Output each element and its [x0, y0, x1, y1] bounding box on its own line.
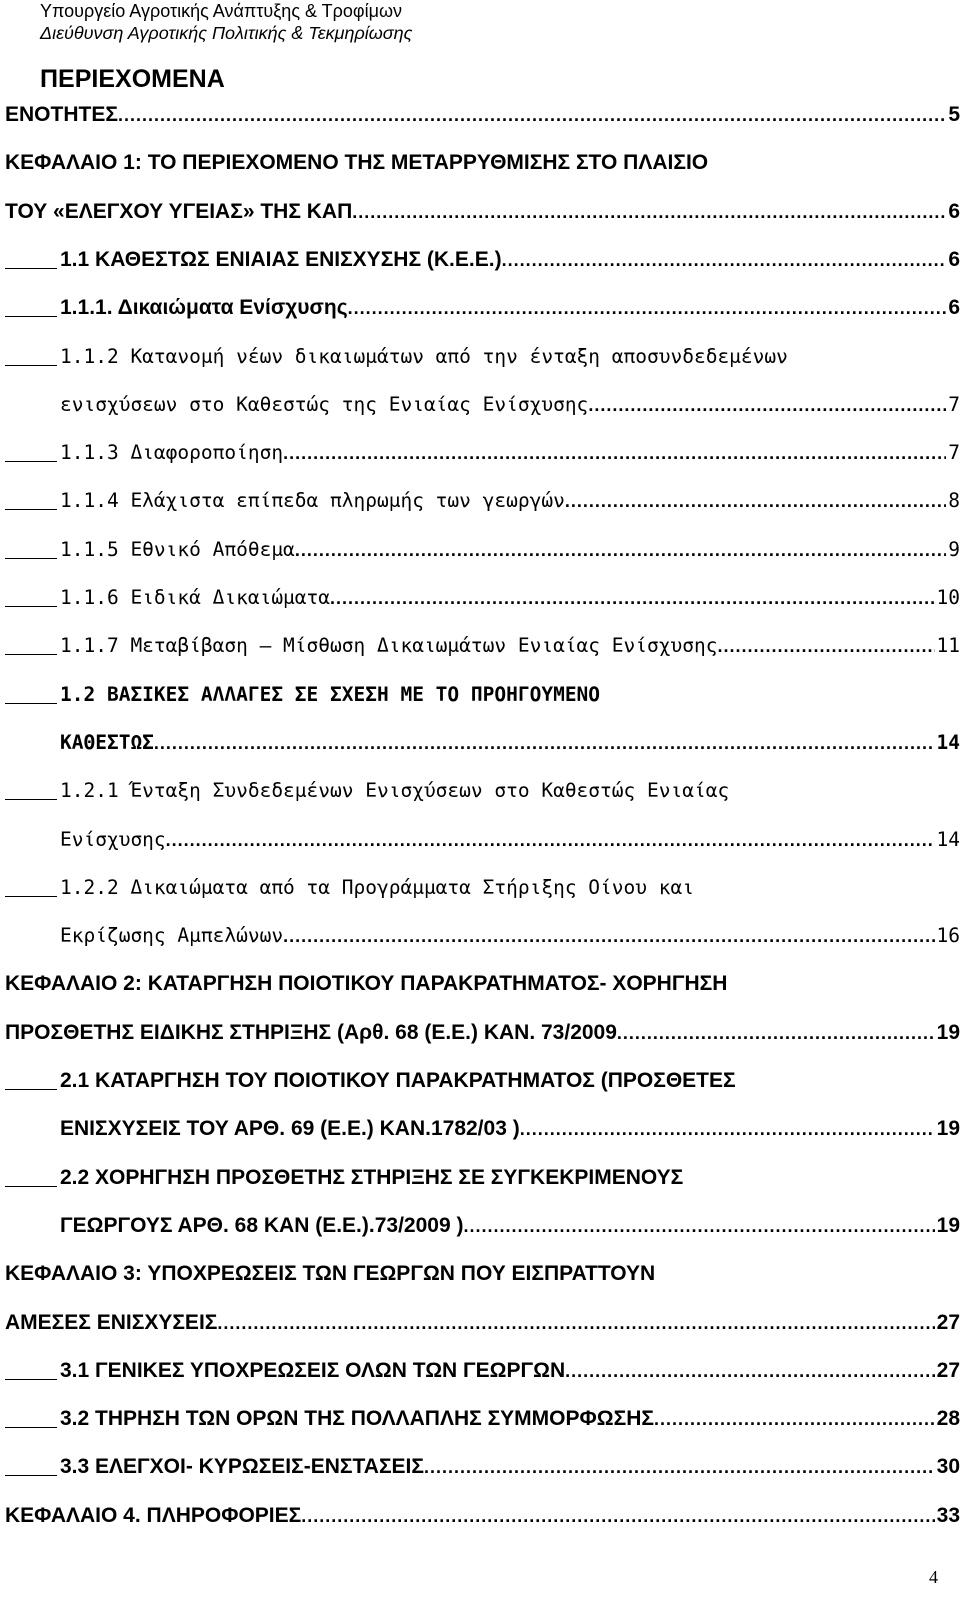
dot-leader [330, 581, 934, 615]
toc-entry-text: 3.1 ΓΕΝΙΚΕΣ ΥΠΟΧΡΕΩΣΕΙΣ ΟΛΩΝ ΤΩΝ ΓΕΩΡΓΩΝ [60, 1358, 566, 1382]
dot-leader [352, 195, 946, 229]
toc-entry-page: 14 [936, 827, 960, 851]
dot-leader [717, 629, 934, 663]
dot-leader [654, 1402, 935, 1436]
toc-entry[interactable] [5, 1257, 960, 1291]
toc-entry[interactable] [5, 436, 960, 470]
toc-entry-page: 33 [936, 1503, 960, 1527]
toc-entry-text: ΓΕΩΡΓΟΥΣ ΑΡΘ. 68 ΚΑΝ (Ε.Ε.).73/2009 ) [60, 1213, 464, 1237]
tab-leader-underline [5, 557, 57, 559]
dot-leader [565, 1354, 935, 1388]
toc-entry-page: 6 [948, 199, 960, 223]
toc-entry-text: ΤΟΥ «ΕΛΕΓΧΟΥ ΥΓΕΙΑΣ» ΤΗΣ ΚΑΠ [5, 199, 353, 223]
toc-entry-page: 5 [948, 103, 960, 126]
toc-entry-page: 16 [936, 924, 960, 948]
header-ministry: Υπουργείο Αγροτικής Ανάπτυξης & Τροφίμων [40, 1, 403, 21]
toc-entry[interactable] [5, 1161, 960, 1195]
header-directorate: Διεύθυνση Αγροτικής Πολιτικής & Τεκμηρίωσης [40, 23, 413, 43]
toc-entry[interactable] [5, 98, 960, 132]
toc-entry-page: 9 [948, 537, 960, 561]
toc-entry[interactable] [5, 533, 960, 567]
toc-entry[interactable] [5, 581, 960, 615]
toc-entry[interactable] [5, 919, 960, 953]
toc-entry-text: ΚΑΘΕΣΤΩΣ [60, 730, 154, 754]
dot-leader [617, 1016, 935, 1050]
toc-entry-text: 1.1.6 Ειδικά Δικαιώματα [60, 586, 331, 609]
toc-entry-text: 1.2 ΒΑΣΙΚΕΣ ΑΛΛΑΓΕΣ ΣΕ ΣΧΕΣΗ ΜΕ ΤΟ ΠΡΟΗΓΟΥΜΕΝΟ [60, 682, 601, 706]
page-title: ΠΕΡΙΕΧΟΜΕΝΑ [40, 65, 225, 93]
toc-entry[interactable] [5, 195, 960, 229]
toc-entry-page: 30 [936, 1455, 960, 1479]
toc-entry-text: 1.2.1 Ένταξη Συνδεδεμένων Ενισχύσεων στο Καθεστώς Ενιαίας [60, 779, 730, 803]
tab-leader-underline [5, 702, 57, 704]
toc-entry-page: 6 [948, 247, 960, 271]
toc-entry-text: Ενίσχυσης [60, 827, 166, 851]
dot-leader [283, 436, 946, 470]
toc-entry-text: 1.1.5 Εθνικό Απόθεμα [60, 537, 295, 561]
toc-entry[interactable] [5, 774, 960, 808]
toc-entry-page: 8 [948, 489, 960, 513]
toc-entry-text: 2.1 ΚΑΤΑΡΓΗΣΗ ΤΟΥ ΠΟΙΟΤΙΚΟΥ ΠΑΡΑΚΡΑΤΗΜΑΤΟΣ (ΠΡΟΣΘΕΤΕΣ [60, 1069, 736, 1092]
tab-leader-underline [5, 1088, 57, 1090]
dot-leader [166, 823, 935, 857]
dot-leader [588, 388, 946, 422]
dot-leader [118, 98, 946, 132]
tab-leader-underline [5, 364, 57, 366]
dot-leader [502, 243, 947, 277]
toc-entry-page: 14 [936, 730, 960, 754]
tab-leader-underline [5, 895, 57, 897]
toc-entry[interactable] [5, 726, 960, 760]
toc-entry-text: ΚΕΦΑΛΑΙΟ 4. ΠΛΗΡΟΦΟΡΙΕΣ [5, 1503, 302, 1527]
toc-entry-page: 7 [948, 392, 960, 416]
toc-entry-text: Εκρίζωσης Αμπελώνων [60, 924, 284, 948]
toc-entry[interactable] [5, 629, 960, 663]
tab-leader-underline [5, 605, 57, 607]
tab-leader-underline [5, 315, 57, 317]
toc-entry-text: 1.1.2 Κατανομή νέων δικαιωμάτων από την ένταξη αποσυνδεδεμένων [60, 344, 788, 368]
toc-entry-page: 7 [948, 441, 960, 465]
tab-leader-underline [5, 1474, 57, 1476]
toc-entry-text: 1.1 ΚΑΘΕΣΤΩΣ ΕΝΙΑΙΑΣ ΕΝΙΣΧΥΣΗΣ (Κ.Ε.Ε.) [60, 247, 502, 271]
toc-entry[interactable] [5, 1306, 960, 1340]
dot-leader [283, 919, 934, 953]
tab-leader-underline [5, 798, 57, 800]
toc-entry-text: 3.3 ΕΛΕΓΧΟΙ- ΚΥΡΩΣΕΙΣ-ΕΝΣΤΑΣΕΙΣ [60, 1455, 424, 1479]
toc-entry[interactable] [5, 146, 960, 180]
dot-leader [301, 1499, 934, 1533]
toc-entry[interactable] [5, 1354, 960, 1388]
toc-entry[interactable] [5, 1064, 960, 1098]
tab-leader-underline [5, 508, 57, 510]
toc-entry-page: 19 [936, 1213, 960, 1237]
toc-entry[interactable] [5, 1402, 960, 1436]
dot-leader [154, 726, 935, 760]
toc-entry[interactable] [5, 340, 960, 374]
toc-entry-text: ΠΡΟΣΘΕΤΗΣ ΕΙΔΙΚΗΣ ΣΤΗΡΙΞΗΣ (Αρθ. 68 (Ε.Ε.) ΚΑΝ. 73/2009 [5, 1020, 617, 1044]
dot-leader [217, 1306, 934, 1340]
toc-entry-page: 27 [936, 1358, 960, 1382]
tab-leader-underline [5, 1426, 57, 1428]
tab-leader-underline [5, 1378, 57, 1380]
dot-leader [520, 1112, 935, 1146]
toc-entry-text: 1.1.1. Δικαιώματα Ενίσχυσης [60, 296, 348, 320]
dot-leader [348, 291, 947, 325]
toc-entry[interactable] [5, 484, 960, 518]
toc-entry-text: 1.2.2 Δικαιώματα από τα Προγράμματα Στήριξης Οίνου και [60, 875, 694, 899]
toc-entry-text: ΚΕΦΑΛΑΙΟ 1: ΤΟ ΠΕΡΙΕΧΟΜΕΝΟ ΤΗΣ ΜΕΤΑΡΡΥΘΜΙΣΗΣ ΣΤΟ ΠΛΑΙΣΙΟ [5, 151, 709, 175]
toc-entry[interactable] [5, 1499, 960, 1533]
tab-leader-underline [5, 460, 57, 462]
toc-entry-text: ΚΕΦΑΛΑΙΟ 2: ΚΑΤΑΡΓΗΣΗ ΠΟΙΟΤΙΚΟΥ ΠΑΡΑΚΡΑΤΗΜΑΤΟΣ- ΧΟΡΗΓΗΣΗ [5, 972, 728, 996]
toc-entry[interactable] [5, 243, 960, 277]
toc-entry-page: 11 [936, 634, 960, 658]
toc-entry-text: ΑΜΕΣΕΣ ΕΝΙΣΧΥΣΕΙΣ [5, 1310, 218, 1334]
toc-entry-text: ενισχύσεων στο Καθεστώς της Ενιαίας Ενίσχυσης [60, 392, 589, 416]
tab-leader-underline [5, 267, 57, 269]
toc-entry[interactable] [5, 388, 960, 422]
dot-leader [463, 1209, 934, 1243]
toc-entry-text: 1.1.4 Ελάχιστα επίπεδα πληρωμής των γεωργών [60, 489, 565, 513]
toc-entry-text: ΕΝΟΤΗΤΕΣ [5, 103, 118, 126]
toc-entry[interactable] [5, 967, 960, 1001]
toc-entry[interactable] [5, 1209, 960, 1243]
toc-entry-text: 1.1.3 Διαφοροποίηση [60, 441, 284, 465]
toc-entry-text: 3.2 ΤΗΡΗΣΗ ΤΩΝ ΟΡΩΝ ΤΗΣ ΠΟΛΛΑΠΛΗΣ ΣΥΜΜΟΡΦΩΣΗΣ [60, 1407, 654, 1431]
toc-entry[interactable] [5, 871, 960, 905]
toc-entry-page: 19 [936, 1020, 960, 1044]
toc-entry-text: 1.1.7 Μεταβίβαση – Μίσθωση Δικαιωμάτων Ενιαίας Ενίσχυσης [60, 634, 718, 658]
dot-leader [295, 533, 946, 567]
toc-entry[interactable] [5, 291, 960, 325]
page-number: 4 [929, 1567, 938, 1587]
dot-leader [565, 484, 946, 518]
dot-leader [424, 1450, 935, 1484]
toc-entry-page: 10 [936, 586, 960, 609]
toc-entry-page: 19 [936, 1117, 960, 1141]
tab-leader-underline [5, 1185, 57, 1187]
toc-entry[interactable] [5, 1016, 960, 1050]
toc-entry-text: ΕΝΙΣΧΥΣΕΙΣ ΤΟΥ ΑΡΘ. 69 (Ε.Ε.) ΚΑΝ.1782/03 ) [60, 1117, 520, 1141]
toc-entry[interactable] [5, 1112, 960, 1146]
toc-entry-page: 27 [936, 1310, 960, 1334]
toc-entry-text: 2.2 ΧΟΡΗΓΗΣΗ ΠΡΟΣΘΕΤΗΣ ΣΤΗΡΙΞΗΣ ΣΕ ΣΥΓΚΕΚΡΙΜΕΝΟΥΣ [60, 1165, 684, 1189]
toc-entry[interactable] [5, 678, 960, 712]
toc-entry[interactable] [5, 823, 960, 857]
toc-entry-page: 28 [936, 1407, 960, 1431]
toc-entry-text: ΚΕΦΑΛΑΙΟ 3: ΥΠΟΧΡΕΩΣΕΙΣ ΤΩΝ ΓΕΩΡΓΩΝ ΠΟΥ ΕΙΣΠΡΑΤΤΟΥΝ [5, 1262, 656, 1286]
tab-leader-underline [5, 653, 57, 655]
toc-entry-page: 6 [948, 296, 960, 320]
toc-entry[interactable] [5, 1450, 960, 1484]
